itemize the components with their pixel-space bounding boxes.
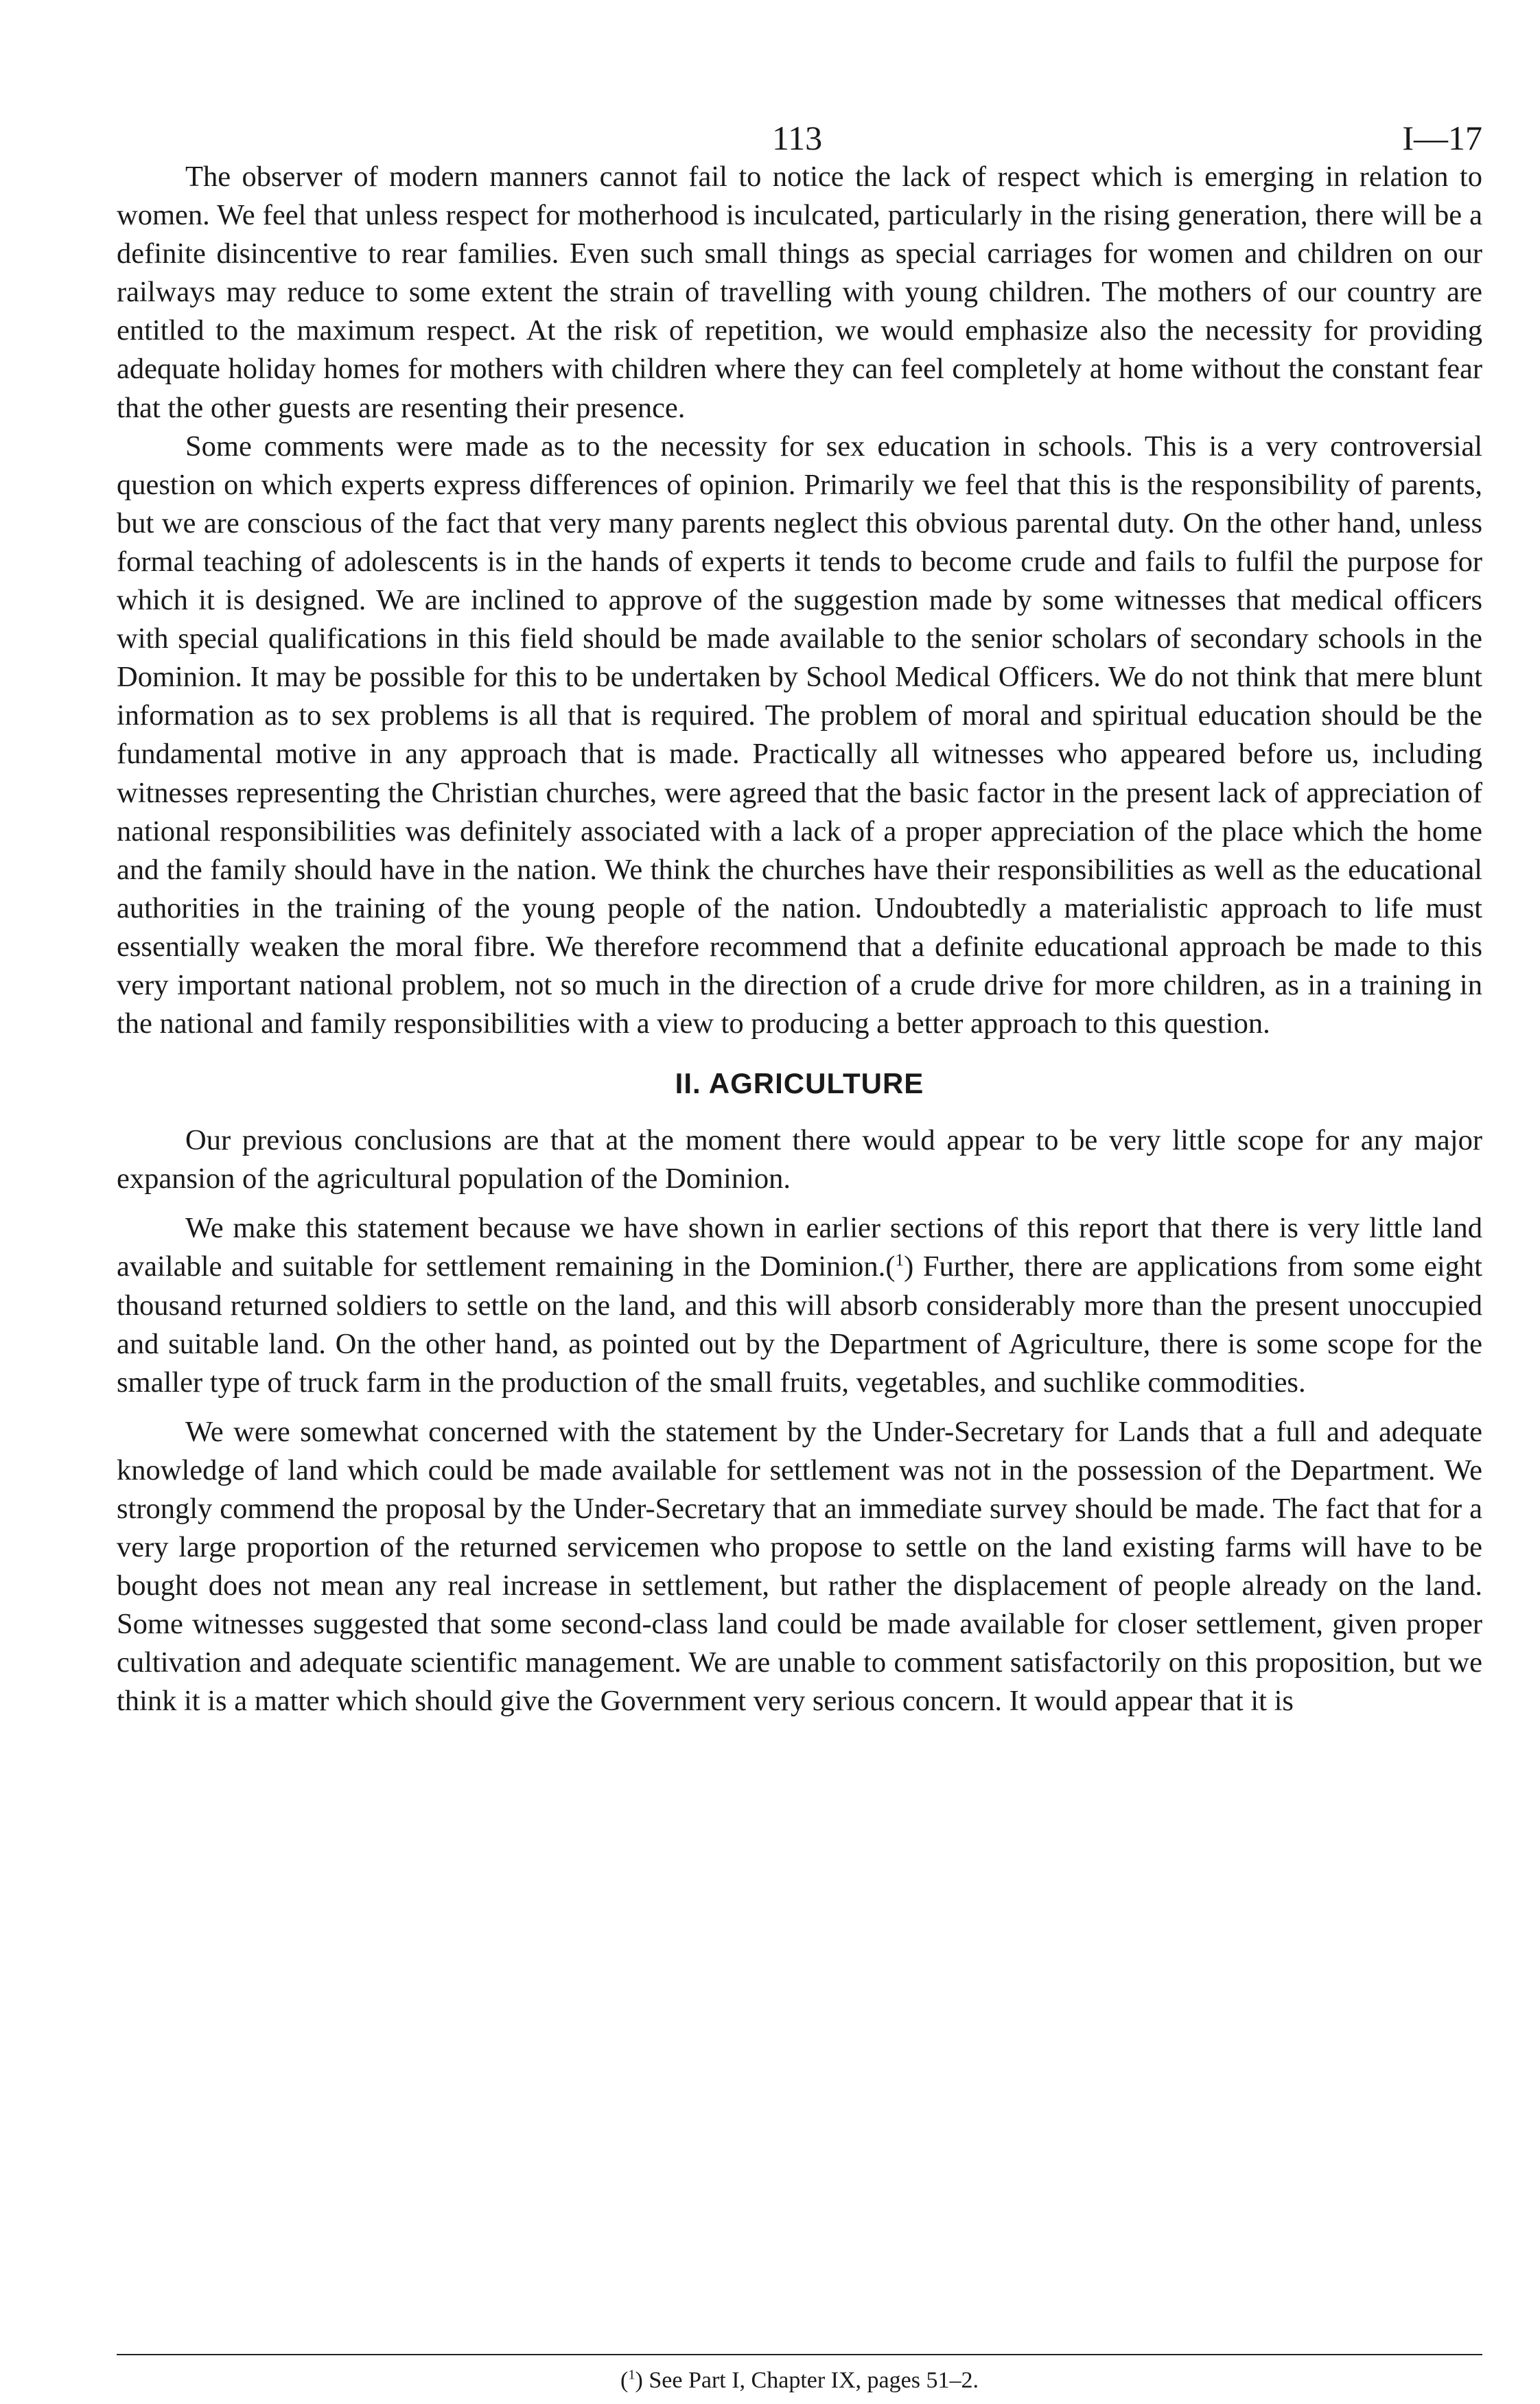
footnote-open-paren: ( bbox=[620, 2368, 629, 2393]
paragraph-respect-for-motherhood: The observer of modern manners cannot fail to notice the lack of respect which is emerging in relation to women. We feel that unless respect for motherhood is inculcated, particularly in the rising generation, there will be a definite disincentive to rear families. Even such small things as special carriages for women and children on our railways may reduce to some extent the strain of travelling with young children. The mothers of our country are entitled to the maximum respect. At the risk of repetition, we would emphasize also the necessity for providing adequate holiday homes for mothers with children where they can feel completely at home without the constant fear that the other guests are resenting their presence. bbox=[117, 161, 1482, 424]
paragraph-agriculture-survey: We were somewhat concerned with the statement by the Under-Secretary for Lands that a full and adequate knowledge of land which could be made available for settlement was not in the possession of the Department. We strongly commend the proposal by the Under-Secretary that an immediate survey should be made. The fact that for a very large proportion of the returned servicemen who propose to settle on the land existing farms will have to be bought does not mean any real increase in settlement, but rather the displacement of people already on the land. Some witnesses suggested that some second-class land could be made available for closer settlement, given proper cultivation and adequate scientific management. We are unable to comment satisfactorily on this proposition, but we think it is a matter which should give the Government very serious concern. It would appear that it is bbox=[117, 1415, 1482, 1718]
paragraph-agriculture-land-availability bbox=[117, 1209, 1482, 1401]
footnote-divider bbox=[117, 2354, 1482, 2355]
footnote bbox=[117, 2368, 1482, 2394]
footnote-marker: 1 bbox=[628, 2367, 635, 2383]
page-header bbox=[117, 103, 1482, 158]
paragraph-sex-education: Some comments were made as to the necessity for sex education in schools. This is a very controversial question on which experts express differences of opinion. Primarily we feel that this is the responsibility of parents, but we are conscious of the fact that very many parents neglect this obvious parental duty. On the other hand, unless formal teaching of adolescents is in the hands of experts it tends to become crude and fails to fulfil the purpose for which it is designed. We are inclined to approve of the suggestion made by some witnesses that medical officers with special qualifications in this field should be made available to the senior scholars of secondary schools in the Dominion. It may be possible for this to be undertaken by School Medical Officers. We do not think that mere blunt information as to sex problems is all that is required. The problem of moral and spiritual education should be the fundamental motive in any approach that is made. Practically all witnesses who appeared before us, including witnesses representing the Christian churches, were agreed that the basic factor in the present lack of appreciation of national responsibilities was definitely associated with a lack of a proper appreciation of the place which the home and the family should have in the nation. We think the churches have their responsibilities as well as the educational authorities in the training of the young people of the nation. Undoubtedly a materialistic approach to life must essentially weaken the moral fibre. We therefore recommend that a definite educational approach be made to this very important national problem, not so much in the direction of a crude drive for more children, as in a training in the national and family responsibilities with a view to producing a better approach to this question. bbox=[117, 430, 1482, 1040]
section-heading-agriculture: II. AGRICULTURE bbox=[675, 1067, 924, 1100]
footnote-reference-marker: 1 bbox=[895, 1250, 905, 1270]
page-number: 113 bbox=[772, 119, 823, 157]
document-page bbox=[117, 103, 1482, 2393]
document-reference: I—17 bbox=[1402, 119, 1482, 157]
footnote-text: ) See Part I, Chapter IX, pages 51–2. bbox=[635, 2368, 979, 2393]
paragraph-text-part: We make this statement because we have shown in earlier sections of this report that there is very little land available and suitable for settlement remaining in the Dominion.( bbox=[117, 1212, 1482, 1283]
paragraph-text-part: ) Further, there are applications from some eight thousand returned soldiers to settle on the land, and this will absorb considerably more than the present unoccupied and suitable land. On the other hand, as pointed out by the Department of Agriculture, there is some scope for the smaller type of truck farm in the production of the small fruits, vegetables, and suchlike commodities. bbox=[117, 1250, 1482, 1399]
paragraph-agriculture-conclusions: Our previous conclusions are that at the moment there would appear to be very little scope for any major expansion of the agricultural population of the Dominion. bbox=[117, 1124, 1482, 1195]
